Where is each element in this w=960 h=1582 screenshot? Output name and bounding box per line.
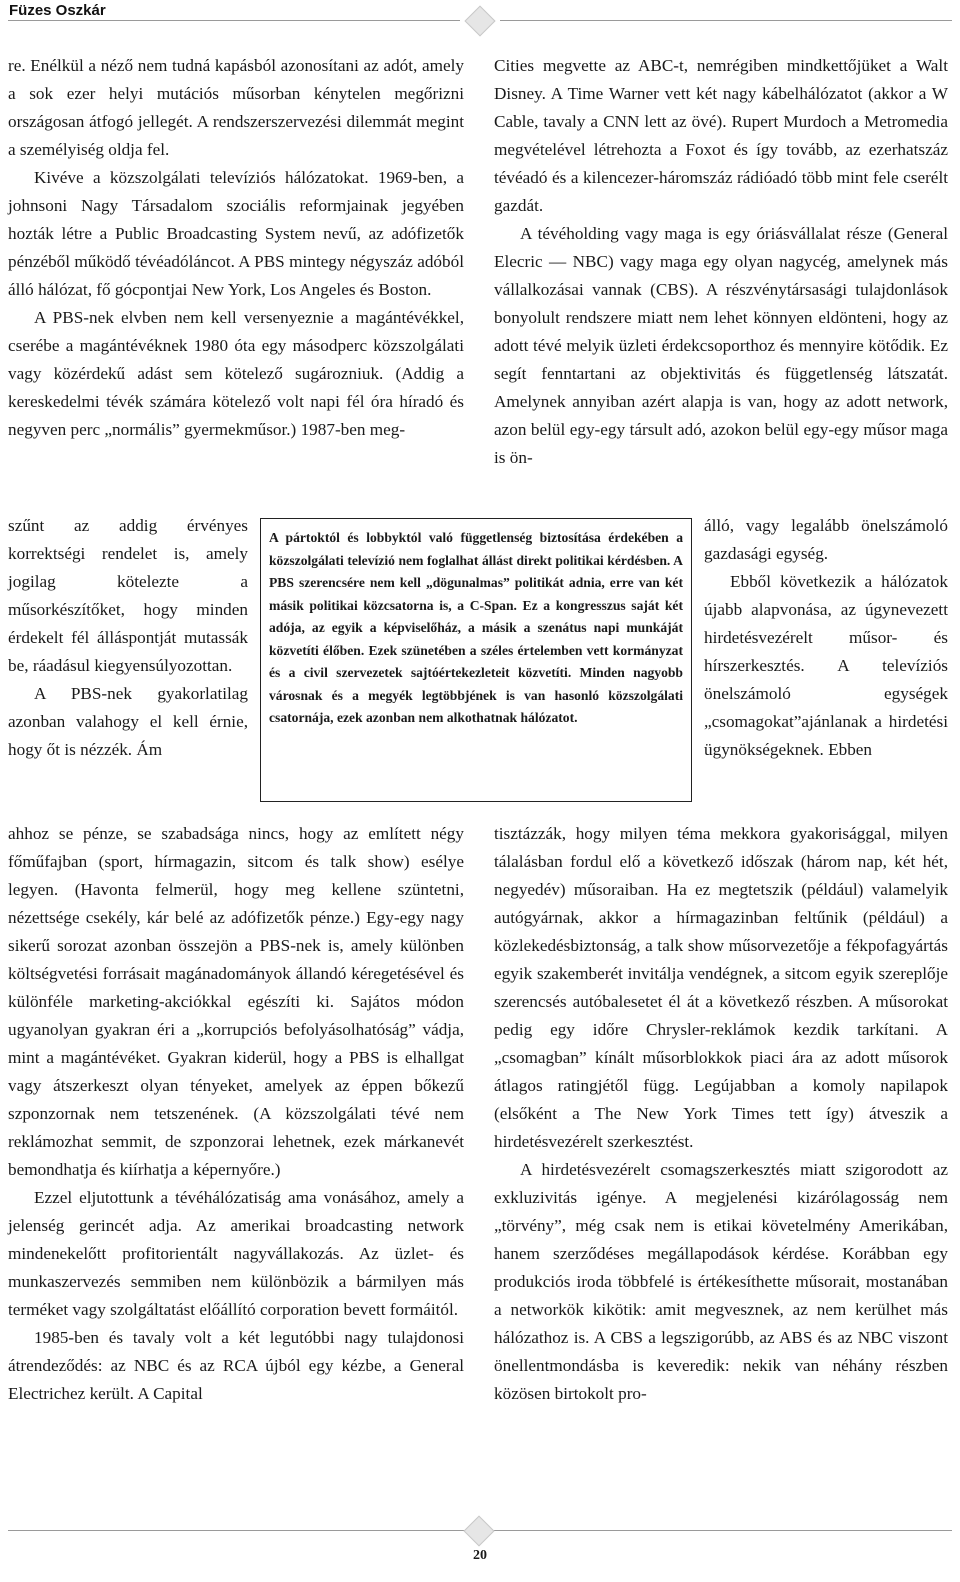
- paragraph: Cities megvette az ABC-t, nemrégiben mindkettőjüket a Walt Disney. A Time Warner vett két nagy kábelhálózatot (akkor a W Cable, tavaly a CNN lett az övé). Rupert Murdoch a Metromedia megvételével létrehozta a Foxot és így tovább, az ezerhatszáz tévéadó és a kilencezer-háromszáz rádióadó több mint fele cserélt gazdát.: [494, 56, 948, 215]
- right-column-top: [494, 52, 948, 472]
- header-rule-right: [500, 20, 952, 21]
- footer-diamond-ornament: [463, 1515, 494, 1546]
- paragraph: A PBS-nek gyakorlatilag azonban valahogy el kell érnie, hogy őt is nézzék. Ám: [8, 684, 248, 759]
- right-column-wrap: [704, 512, 948, 764]
- sidebar-box: A pártoktól és lobbyktól való függetlenség biztosítása érdekében a közszolgálati televízió nem foglalhat állást direkt politikai kérdésben. A PBS szerencsére nem kell „dögunalmas” politikát adnia, erre van két másik politikai közcsatorna is, a C-Span. Ez a kongresszus saját két adója, az egyik a képviselőház, a másik a szenátus napi munkáját közvetíti élőben. Ezek szünetében a széles értelemben vett kormányzat és a civil szervezetek sajtóértekezleteit közvetíti. Minden nagyobb városnak és a megyék legtöbbjének is van hasonló közszolgálati csatornája, ezek azonban nem alkothatnak hálózatot.: [260, 518, 692, 802]
- paragraph: A PBS-nek elvben nem kell versenyeznie a magántévékkel, cserébe a magántévéknek 1980 óta egy másodperc közszolgálati vagy közérdekű adást sem kötelező sugározniuk. (Addig a kereskedelmi tévék számára kötelező volt napi fél óra híradó és negyven perc „normális” gyermekműsor.) 1987-ben meg-: [8, 308, 464, 439]
- paragraph: A hirdetésvezérelt csomagszerkesztés miatt szigorodott az exkluzivitás igénye. A megjelenési kizárólagosság nem „törvény”, még csak nem is etikai követelmény Amerikában, hanem szerződéses megállapodások kérdése. Korábban egy produkciós iroda többfelé is értékesíthette műsorait, mostanában a networkök kikötik: amit megvesznek, az nem kerülhet más hálózathoz is. A CBS a legszigorúbb, az ABS és az NBC viszont önellentmondásba is keveredik: nekik van néhány részben közösen birtokolt pro-: [494, 1160, 948, 1403]
- left-column-top: [8, 52, 464, 444]
- header-diamond-ornament: [464, 5, 495, 36]
- paragraph: szűnt az addig érvényes korrektségi rendelet is, amely jogilag kötelezte a műsorkészítőket, hogy minden érdekelt fél álláspontját mutassák be, ráadásul kiegyensúlyozottan.: [8, 516, 248, 675]
- header-rule-left: [8, 20, 460, 21]
- paragraph: re. Enélkül a néző nem tudná kapásból azonosítani az adót, amely a sok ezer helyi mutációs műsorban kénytelen megőrizni országosan átfogó jellegét. A rendszerszervezési dilemmát megint a személyiség oldja fel.: [8, 56, 464, 159]
- paragraph: álló, vagy legalább önelszámoló gazdasági egység.: [704, 516, 948, 563]
- paragraph: ahhoz se pénze, se szabadsága nincs, hogy az említett négy főműfajban (sport, hírmagazin, sitcom és talk show) esélye legyen. (Havonta felmerül, hogy meg kellene szüntetni, nézettsége csekély, kár belé az adófizetők pénze.) Egy-egy nagy sikerű sorozat azonban összejön a PBS-nek is, amely különben költségvetési forrásait magánadományok állandó kéregetésével és különféle marketing-akciókkal egészíti ki. Sajátos módon ugyanolyan gyakran éri a „korrupciós befolyásolhatóság” vádja, mint a magántévéket. Gyakran kiderül, hogy a PBS is elhallgat vagy átszerkeszt olyan tényeket, amelyek az éppen bőkezű szponzornak nem tetszenének. (A közszolgálati tévé nem reklámozhat semmit, de szponzorai lehetnek, ezek márkanevét bemondhatja és kiírhatja a képernyőre.): [8, 824, 464, 1179]
- right-column-lower: [494, 820, 948, 1408]
- paragraph: Kivéve a közszolgálati televíziós hálózatokat. 1969-ben, a johnsoni Nagy Társadalom szociális reformjainak jegyében hozták létre a Public Broadcasting System nevű, az adófizetők pénzéből működő tévéadóláncot. A PBS mintegy négyszáz adóból álló hálózat, fő gócpontjai New York, Los Angeles és Boston.: [8, 168, 464, 299]
- paragraph: A tévéholding vagy maga is egy óriásvállalat része (General Elecric — NBC) vagy maga egy olyan nagycég, amelynek más vállalkozásai vannak (CBS). A részvénytársasági tulajdonlások bonyolult rendszere miatt nem lehet könnyen eldönteni, hogy az adott tévé melyik üzleti érdekcsoporthoz és mennyire kötődik. Ez segít fenntartani az objektivitás és függetlenség látszatát. Amelynek annyiban azért alapja is van, hogy az adott network, azon belül egy-egy társult adó, azokon belül egy-egy műsor maga is ön-: [494, 224, 948, 467]
- paragraph: 1985-ben és tavaly volt a két legutóbbi nagy tulajdonosi átrendeződés: az NBC és az RCA újból egy kézbe, a General Electrichez került. A Capital: [8, 1328, 464, 1403]
- running-header-author: Füzes Oszkár: [9, 2, 106, 19]
- page-number: 20: [473, 1548, 487, 1563]
- left-column-wrap: [8, 512, 248, 764]
- paragraph: Ebből következik a hálózatok újabb alapvonása, az úgynevezett hirdetésvezérelt műsor- és hírszerkesztés. A televíziós önelszámoló egységek „csomagokat”ajánlanak a hirdetési ügynökségeknek. Ebben: [704, 572, 948, 759]
- paragraph: tisztázzák, hogy milyen téma mekkora gyakorisággal, milyen tálalásban fordul elő a következő időszak (három nap, két hét, negyedév) műsoraiban. Ha ez megtetszik (például) valamelyik autógyárnak, akkor a hírmagazinban feltűnik (például) a közlekedésbiztonság, a talk show műsorvezetője a fékpofagyártás egyik szakemberét invitálja vendégnek, a sitcom egyik szereplője szerencsés autóbalesetet él át a következő részben. A műsorokat pedig egy időre Chrysler-reklámok kezdik tarkítani. A „csomagban” kínált műsorblokkok piaci ára az adott műsorok átlagos ratingjétől függ. Legújabban a komoly napilapok (elsőként a The New York Times tett így) átveszik a hirdetésvezérelt szerkesztést.: [494, 824, 948, 1151]
- left-column-lower: [8, 820, 464, 1408]
- paragraph: Ezzel eljutottunk a tévéhálózatiság ama vonásához, amely a jelenség gerincét adja. Az amerikai broadcasting network mindenekelőtt profitorientált nagyvállakozás. Az üzlet- és munkaszervezés semmiben nem különbözik a bármilyen más terméket vagy szolgáltatást előállító corporation bevett formáitól.: [8, 1188, 464, 1319]
